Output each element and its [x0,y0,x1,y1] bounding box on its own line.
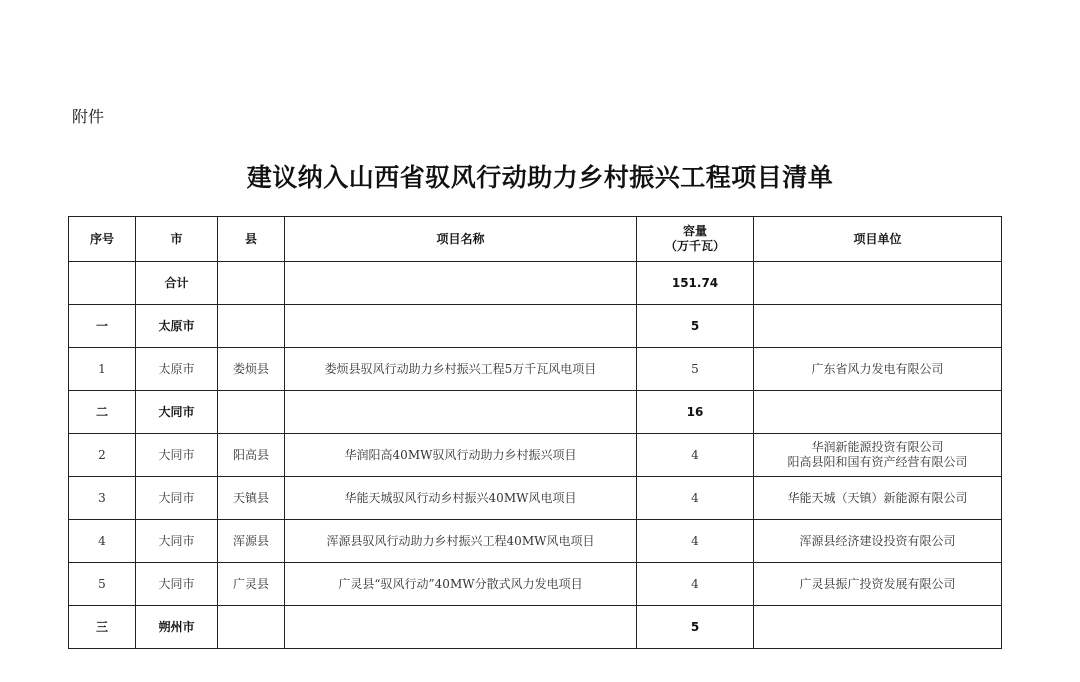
row-unit: 广灵县振广投资发展有限公司 [754,563,1002,606]
row-project: 娄烦县驭风行动助力乡村振兴工程5万千瓦风电项目 [285,348,637,391]
row-unit: 广东省风力发电有限公司 [754,348,1002,391]
row-capacity: 4 [637,434,754,477]
row-city: 大同市 [136,477,218,520]
total-row [69,262,1002,305]
group-city: 朔州市 [136,606,218,649]
row-project: 浑源县驭风行动助力乡村振兴工程40MW风电项目 [285,520,637,563]
row-seq: 3 [69,477,136,520]
row-capacity: 4 [637,563,754,606]
row-unit: 华能天城（天镇）新能源有限公司 [754,477,1002,520]
table-row [69,434,1002,477]
group-row [69,606,1002,649]
row-seq: 2 [69,434,136,477]
row-seq: 4 [69,520,136,563]
row-city: 大同市 [136,563,218,606]
page-title: 建议纳入山西省驭风行动助力乡村振兴工程项目清单 [246,163,834,192]
row-project: 华润阳高40MW驭风行动助力乡村振兴项目 [285,434,637,477]
table-row [69,477,1002,520]
group-capacity: 5 [637,305,754,348]
group-city: 太原市 [136,305,218,348]
row-county: 娄烦县 [218,348,285,391]
row-project: 华能天城驭风行动乡村振兴40MW风电项目 [285,477,637,520]
total-label: 合计 [136,262,218,305]
table-row [69,520,1002,563]
attachment-label: 附件 [72,107,105,126]
group-capacity: 5 [637,606,754,649]
row-capacity: 4 [637,520,754,563]
row-county: 阳高县 [218,434,285,477]
header-capacity: 容量 （万千瓦） [637,217,754,262]
row-city: 大同市 [136,520,218,563]
group-seq: 二 [69,391,136,434]
row-city: 太原市 [136,348,218,391]
row-project: 广灵县“驭风行动”40MW分散式风力发电项目 [285,563,637,606]
group-capacity: 16 [637,391,754,434]
row-capacity: 4 [637,477,754,520]
group-seq: 一 [69,305,136,348]
header-county: 县 [218,217,285,262]
group-seq: 三 [69,606,136,649]
row-seq: 1 [69,348,136,391]
row-county: 天镇县 [218,477,285,520]
table-row [69,563,1002,606]
row-capacity: 5 [637,348,754,391]
table-row [69,348,1002,391]
group-city: 大同市 [136,391,218,434]
header-unit: 项目单位 [754,217,1002,262]
group-row [69,391,1002,434]
group-row [69,305,1002,348]
header-seq: 序号 [69,217,136,262]
row-unit: 浑源县经济建设投资有限公司 [754,520,1002,563]
project-table [68,216,1002,649]
row-seq: 5 [69,563,136,606]
table-header-row [69,217,1002,262]
total-capacity: 151.74 [637,262,754,305]
header-project-name: 项目名称 [285,217,637,262]
row-county: 广灵县 [218,563,285,606]
row-county: 浑源县 [218,520,285,563]
header-city: 市 [136,217,218,262]
row-unit: 华润新能源投资有限公司 阳高县阳和国有资产经营有限公司 [754,434,1002,477]
row-city: 大同市 [136,434,218,477]
